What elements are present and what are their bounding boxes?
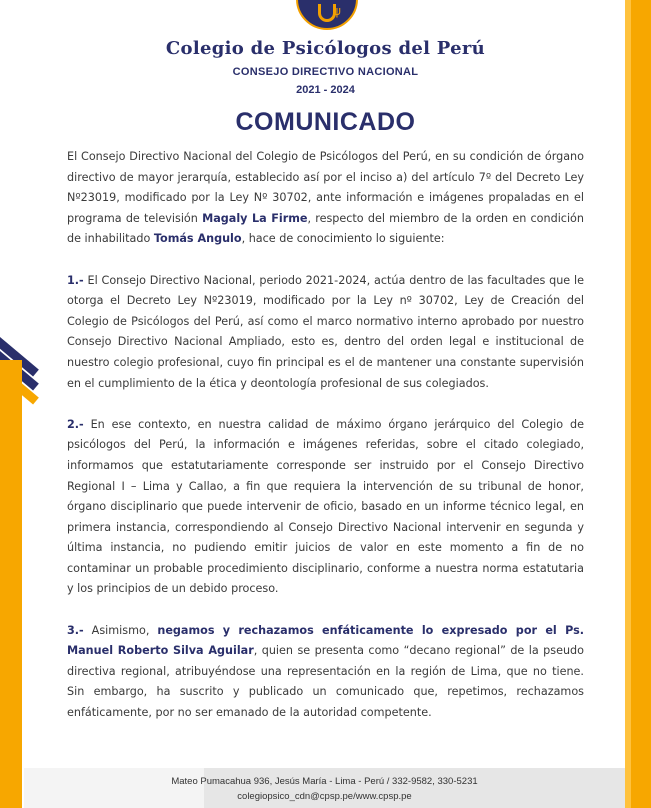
point-3-paragraph: 3.- Asimismo, negamos y rechazamos enfáticamente lo expresado por el Ps. Manuel Roberto Silva Aguilar, quien se presenta como “decano regional” de la pseudo directiva regional, atribuyéndose una representación en la región de Lima, que no tiene. Sin embargo, ha suscrito y publicado un comunicado que, repetimos, rechazamos enfáticamente, por no ser emanado de la autoridad competente. xyxy=(67,623,584,720)
council-name: CONSEJO DIRECTIVO NACIONAL xyxy=(232,66,419,78)
organization-name: Colegio de Psicólogos del Perú xyxy=(165,38,486,59)
council-period: 2021 - 2024 xyxy=(296,84,355,96)
point-number: 1.- xyxy=(67,273,84,287)
seal-mark-icon: ψ xyxy=(333,4,341,18)
footer-contact: colegiopsico_cdn@cpsp.pe/www.cpsp.pe xyxy=(237,791,412,802)
point-2-paragraph: 2.- En ese contexto, en nuestra calidad de máximo órgano jerárquico del Colegio de psicólogos del Perú, la información e imágenes referidas, sobre el citado colegiado, informamos que estatutariamente corresponde ser instruido por el Consejo Directivo Regional I – Lima y Callao, a fin que requiera la intervención de su tribunal de honor, órgano disciplinario que puede intervenir de oficio, basado en un informe técnico legal, en primera instancia, correspondiendo al Consejo Directivo Nacional intervenir en segunda y última instancia, no pudiendo emitir juicios de valor en este momento a fin de no contaminar un probable procedimiento disciplinario, conforme a nuestra norma estatutaria y los principios de un debido proceso. xyxy=(67,417,584,596)
communique-body xyxy=(67,147,584,744)
footer-address: Mateo Pumacahua 936, Jesús María - Lima - Perú / 332-9582, 330-5231 xyxy=(171,776,478,787)
point-number: 2.- xyxy=(67,417,84,431)
document-title: COMUNICADO xyxy=(235,108,416,136)
college-seal-logo xyxy=(296,0,358,30)
left-decorative-stripes xyxy=(0,300,48,808)
footer xyxy=(24,768,625,808)
intro-paragraph: El Consejo Directivo Nacional del Colegio de Psicólogos del Perú, en su condición de órgano directivo de mayor jerarquía, establecido así por el inciso a) del artículo 7º del Decreto Ley Nº23019, modificado por la Ley Nº 30702, ante información e imágenes propaladas en el programa de televisión Magaly La Firme, respecto del miembro de la orden en condición de inhabilitado Tomás Angulo, hace de conocimiento lo siguiente: xyxy=(67,150,584,246)
tv-program-name: Magaly La Firme xyxy=(202,211,308,225)
point-number: 3.- xyxy=(67,623,84,637)
point-1-paragraph: 1.- El Consejo Directivo Nacional, periodo 2021-2024, actúa dentro de las facultades que le otorga el Decreto Ley Nº23019, modificado por la Ley nº 30702, Ley de Creación del Colegio de Psicólogos del Perú, así como el marco normativo interno aprobado por nuestro Consejo Directivo Nacional Ampliado, esto es, dentro del orden legal e institucional de nuestro colegio profesional, cuyo fin principal es el de mantener una constante supervisión en el cumplimiento de la ética y deontología profesional de sus colegiados. xyxy=(67,273,584,390)
rejection-statement: negamos y rechazamos enfáticamente lo expresado por el Ps. Manuel Roberto Silva Aguilar xyxy=(67,623,584,658)
member-name: Tomás Angulo xyxy=(153,232,242,246)
